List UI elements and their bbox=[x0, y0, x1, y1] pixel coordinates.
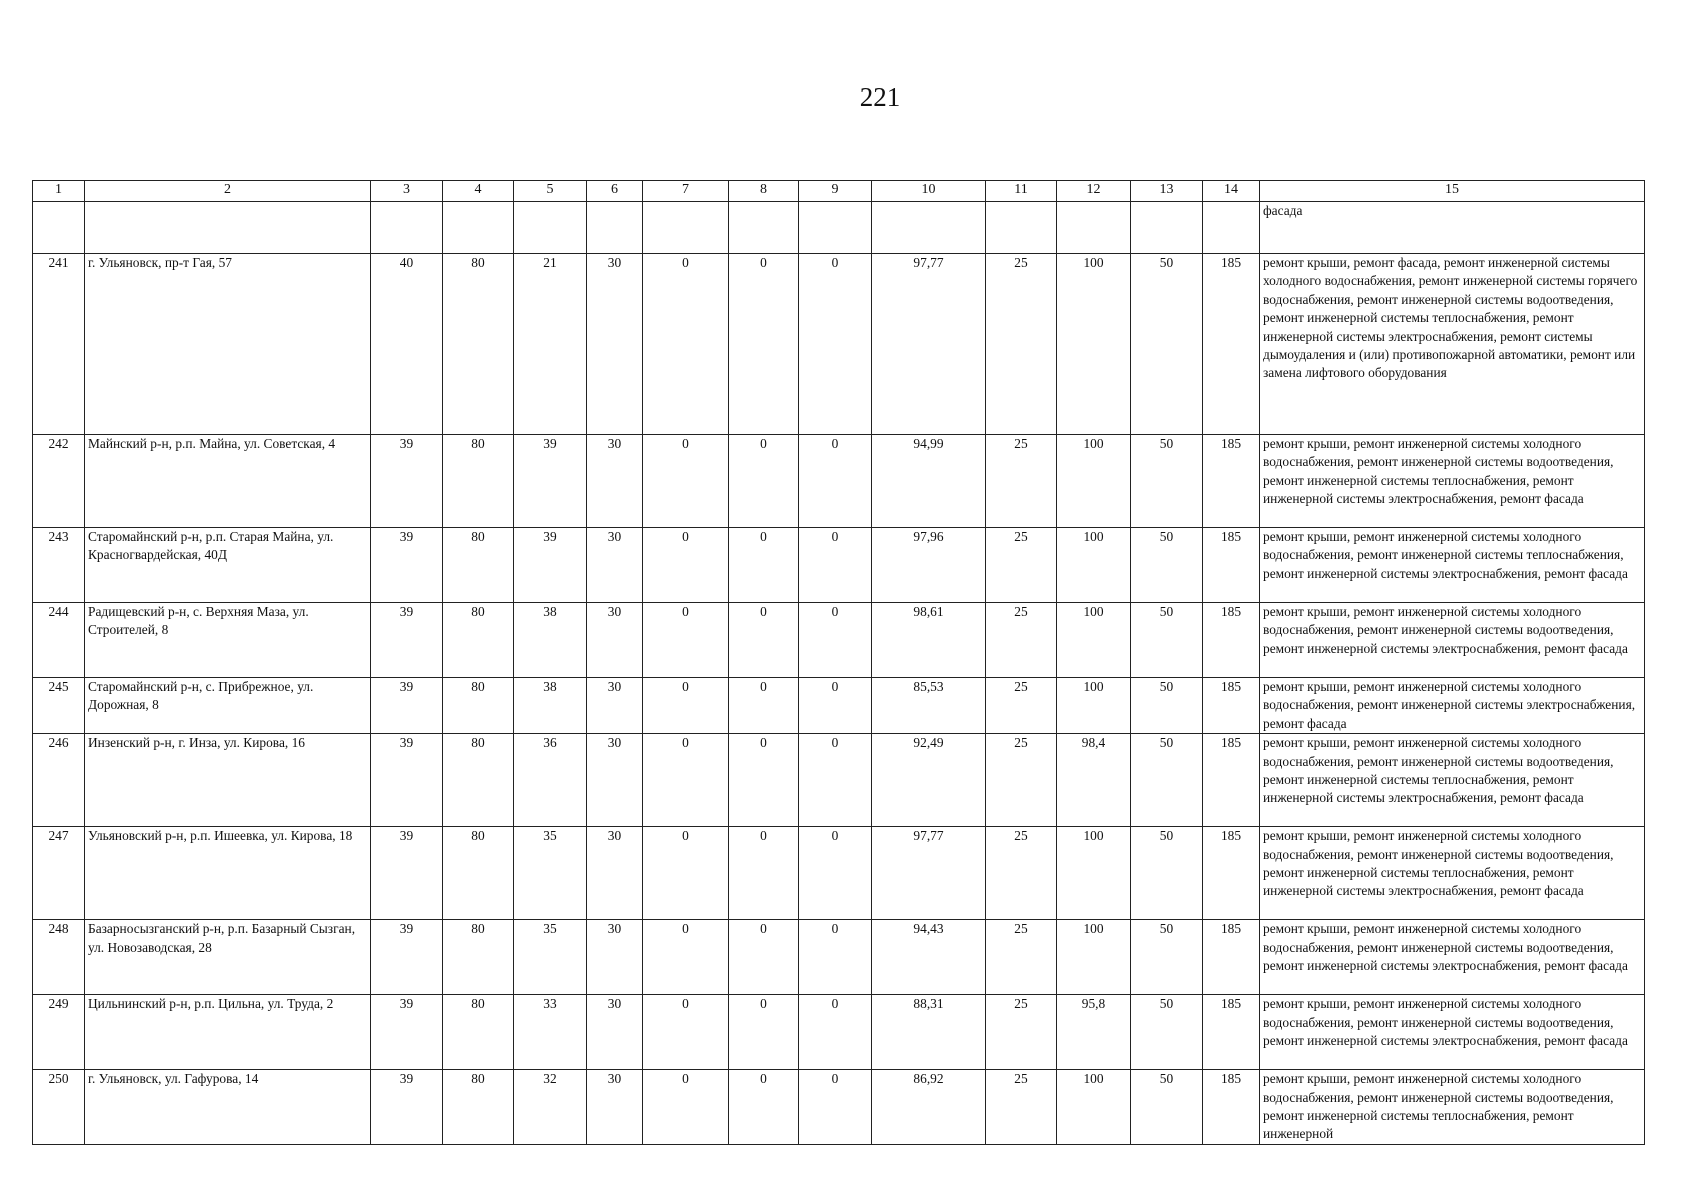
column-number: 14 bbox=[1203, 181, 1260, 202]
cell-col5: 39 bbox=[514, 435, 587, 528]
column-number: 15 bbox=[1260, 181, 1645, 202]
cell-col7: 0 bbox=[643, 827, 729, 920]
cell-col6: 30 bbox=[587, 678, 643, 734]
row-number: 246 bbox=[33, 734, 85, 827]
cell-col5: 36 bbox=[514, 734, 587, 827]
cell-col3: 39 bbox=[371, 827, 443, 920]
cell-col5: 39 bbox=[514, 528, 587, 603]
row-number: 247 bbox=[33, 827, 85, 920]
cell-col13: 50 bbox=[1131, 254, 1203, 435]
row-number: 250 bbox=[33, 1070, 85, 1145]
table-row bbox=[33, 435, 1645, 528]
address-cell: Цильнинский р-н, р.п. Цильна, ул. Труда, 2 bbox=[85, 995, 371, 1070]
cell-col11: 25 bbox=[986, 254, 1057, 435]
cell-col6: 30 bbox=[587, 1070, 643, 1145]
cell-col14: 185 bbox=[1203, 435, 1260, 528]
cell-col10: 86,92 bbox=[872, 1070, 986, 1145]
cell-col4: 80 bbox=[443, 254, 514, 435]
works-cell: ремонт крыши, ремонт инженерной системы холодного водоснабжения, ремонт инженерной системы водоотведения, ремонт инженерной системы теплоснабжения, ремонт инженерной системы электроснабжения, ремонт фасада bbox=[1260, 435, 1645, 528]
cell-col3: 39 bbox=[371, 603, 443, 678]
address-cell: Базарносызганский р-н, р.п. Базарный Сызган, ул. Новозаводская, 28 bbox=[85, 920, 371, 995]
cell-col9: 0 bbox=[799, 678, 872, 734]
cell-col13: 50 bbox=[1131, 827, 1203, 920]
cell-col5: 32 bbox=[514, 1070, 587, 1145]
cell-col5: 21 bbox=[514, 254, 587, 435]
cell-col12: 100 bbox=[1057, 435, 1131, 528]
cell-col10: 94,99 bbox=[872, 435, 986, 528]
cell-col4: 80 bbox=[443, 734, 514, 827]
page-number: 221 bbox=[859, 82, 901, 112]
cell-col12: 100 bbox=[1057, 827, 1131, 920]
row-number: 248 bbox=[33, 920, 85, 995]
column-number: 8 bbox=[729, 181, 799, 202]
cell-col10: 85,53 bbox=[872, 678, 986, 734]
address-cell: Старомайнский р-н, р.п. Старая Майна, ул. Красногвардейская, 40Д bbox=[85, 528, 371, 603]
address-cell: Инзенский р-н, г. Инза, ул. Кирова, 16 bbox=[85, 734, 371, 827]
cell-col7: 0 bbox=[643, 254, 729, 435]
cell-col8: 0 bbox=[729, 603, 799, 678]
cell-col14: 185 bbox=[1203, 1070, 1260, 1145]
works-cell: ремонт крыши, ремонт инженерной системы холодного водоснабжения, ремонт инженерной системы электроснабжения, ремонт фасада bbox=[1260, 678, 1645, 734]
cell-col11: 25 bbox=[986, 995, 1057, 1070]
continuation-row bbox=[33, 202, 1645, 254]
cell-col9: 0 bbox=[799, 435, 872, 528]
column-number: 6 bbox=[587, 181, 643, 202]
column-number: 2 bbox=[85, 181, 371, 202]
cell-col5: 38 bbox=[514, 678, 587, 734]
cell-col6: 30 bbox=[587, 995, 643, 1070]
table-row bbox=[33, 603, 1645, 678]
cell-col13: 50 bbox=[1131, 528, 1203, 603]
cell-col10: 88,31 bbox=[872, 995, 986, 1070]
cell-col4: 80 bbox=[443, 920, 514, 995]
cell-col11: 25 bbox=[986, 435, 1057, 528]
cell-col5: 33 bbox=[514, 995, 587, 1070]
works-cell: фасада bbox=[1260, 202, 1645, 254]
column-number: 11 bbox=[986, 181, 1057, 202]
cell-col12: 98,4 bbox=[1057, 734, 1131, 827]
works-cell: ремонт крыши, ремонт инженерной системы холодного водоснабжения, ремонт инженерной системы водоотведения, ремонт инженерной системы теплоснабжения, ремонт инженерной системы электроснабжения, ремонт фасада bbox=[1260, 734, 1645, 827]
table-row bbox=[33, 678, 1645, 734]
cell-col13: 50 bbox=[1131, 435, 1203, 528]
cell-col9: 0 bbox=[799, 920, 872, 995]
table-row bbox=[33, 254, 1645, 435]
column-number: 1 bbox=[33, 181, 85, 202]
cell-col3: 39 bbox=[371, 435, 443, 528]
cell-col11: 25 bbox=[986, 678, 1057, 734]
cell-col9: 0 bbox=[799, 603, 872, 678]
cell-col14: 185 bbox=[1203, 678, 1260, 734]
cell-col4: 80 bbox=[443, 528, 514, 603]
cell-col7: 0 bbox=[643, 435, 729, 528]
cell-col7: 0 bbox=[643, 678, 729, 734]
cell-col5: 35 bbox=[514, 827, 587, 920]
address-cell: Радищевский р-н, с. Верхняя Маза, ул. Строителей, 8 bbox=[85, 603, 371, 678]
cell-col8: 0 bbox=[729, 528, 799, 603]
works-cell: ремонт крыши, ремонт инженерной системы холодного водоснабжения, ремонт инженерной системы водоотведения, ремонт инженерной системы теплоснабжения, ремонт инженерной системы электроснабжения, ремонт фасада bbox=[1260, 827, 1645, 920]
cell-col9: 0 bbox=[799, 1070, 872, 1145]
cell-col4: 80 bbox=[443, 1070, 514, 1145]
works-cell: ремонт крыши, ремонт инженерной системы холодного водоснабжения, ремонт инженерной системы теплоснабжения, ремонт инженерной системы электроснабжения, ремонт фасада bbox=[1260, 528, 1645, 603]
cell-col9: 0 bbox=[799, 254, 872, 435]
cell-col9: 0 bbox=[799, 734, 872, 827]
table-row bbox=[33, 1070, 1645, 1145]
cell-col12: 100 bbox=[1057, 678, 1131, 734]
cell-col7: 0 bbox=[643, 920, 729, 995]
cell-col7: 0 bbox=[643, 603, 729, 678]
cell-col6: 30 bbox=[587, 734, 643, 827]
address-cell: Ульяновский р-н, р.п. Ишеевка, ул. Кирова, 18 bbox=[85, 827, 371, 920]
cell-col12: 100 bbox=[1057, 920, 1131, 995]
column-number: 10 bbox=[872, 181, 986, 202]
works-cell: ремонт крыши, ремонт инженерной системы холодного водоснабжения, ремонт инженерной системы водоотведения, ремонт инженерной системы электроснабжения, ремонт фасада bbox=[1260, 920, 1645, 995]
cell-col14: 185 bbox=[1203, 827, 1260, 920]
cell-col4: 80 bbox=[443, 995, 514, 1070]
cell-col12: 100 bbox=[1057, 254, 1131, 435]
cell-col12: 100 bbox=[1057, 1070, 1131, 1145]
cell-col7: 0 bbox=[643, 995, 729, 1070]
cell-col11: 25 bbox=[986, 603, 1057, 678]
cell-col14: 185 bbox=[1203, 995, 1260, 1070]
cell-col10: 98,61 bbox=[872, 603, 986, 678]
cell-col10: 94,43 bbox=[872, 920, 986, 995]
cell-col8: 0 bbox=[729, 920, 799, 995]
table-row bbox=[33, 734, 1645, 827]
cell-col10: 97,96 bbox=[872, 528, 986, 603]
cell-col6: 30 bbox=[587, 254, 643, 435]
cell-col6: 30 bbox=[587, 603, 643, 678]
cell-col3: 39 bbox=[371, 1070, 443, 1145]
column-number: 5 bbox=[514, 181, 587, 202]
address-cell: Старомайнский р-н, с. Прибрежное, ул. Дорожная, 8 bbox=[85, 678, 371, 734]
works-cell: ремонт крыши, ремонт инженерной системы холодного водоснабжения, ремонт инженерной системы водоотведения, ремонт инженерной системы теплоснабжения, ремонт инженерной bbox=[1260, 1070, 1645, 1145]
address-cell: г. Ульяновск, пр-т Гая, 57 bbox=[85, 254, 371, 435]
column-number: 7 bbox=[643, 181, 729, 202]
row-number: 244 bbox=[33, 603, 85, 678]
cell-col5: 38 bbox=[514, 603, 587, 678]
works-cell: ремонт крыши, ремонт фасада, ремонт инженерной системы холодного водоснабжения, ремонт инженерной системы горячего водоснабжения, ремонт инженерной системы водоотведения, ремонт инженерной системы теплоснабжения, ремонт инженерной системы электроснабжения, ремонт системы дымоудаления и (или) противопожарной автоматики, ремонт или замена лифтового оборудования bbox=[1260, 254, 1645, 435]
address-cell: г. Ульяновск, ул. Гафурова, 14 bbox=[85, 1070, 371, 1145]
cell-col13: 50 bbox=[1131, 995, 1203, 1070]
cell-col8: 0 bbox=[729, 254, 799, 435]
row-number: 249 bbox=[33, 995, 85, 1070]
cell-col3: 39 bbox=[371, 528, 443, 603]
cell-col8: 0 bbox=[729, 435, 799, 528]
cell-col4: 80 bbox=[443, 678, 514, 734]
row-number: 243 bbox=[33, 528, 85, 603]
cell-col12: 100 bbox=[1057, 528, 1131, 603]
cell-col9: 0 bbox=[799, 827, 872, 920]
cell-col7: 0 bbox=[643, 528, 729, 603]
cell-col13: 50 bbox=[1131, 734, 1203, 827]
column-numbers-row bbox=[33, 181, 1645, 202]
column-number: 4 bbox=[443, 181, 514, 202]
cell-col8: 0 bbox=[729, 827, 799, 920]
row-number: 245 bbox=[33, 678, 85, 734]
cell-col11: 25 bbox=[986, 734, 1057, 827]
cell-col10: 97,77 bbox=[872, 254, 986, 435]
cell-col4: 80 bbox=[443, 827, 514, 920]
cell-col5: 35 bbox=[514, 920, 587, 995]
cell-col13: 50 bbox=[1131, 603, 1203, 678]
column-number: 9 bbox=[799, 181, 872, 202]
cell-col10: 97,77 bbox=[872, 827, 986, 920]
cell-col9: 0 bbox=[799, 995, 872, 1070]
cell-col14: 185 bbox=[1203, 603, 1260, 678]
cell-col3: 39 bbox=[371, 734, 443, 827]
cell-col11: 25 bbox=[986, 827, 1057, 920]
cell-col14: 185 bbox=[1203, 528, 1260, 603]
cell-col8: 0 bbox=[729, 678, 799, 734]
cell-col3: 39 bbox=[371, 678, 443, 734]
cell-col4: 80 bbox=[443, 603, 514, 678]
buildings-table bbox=[32, 180, 1645, 1145]
cell-col12: 95,8 bbox=[1057, 995, 1131, 1070]
cell-col13: 50 bbox=[1131, 920, 1203, 995]
cell-col10: 92,49 bbox=[872, 734, 986, 827]
column-number: 3 bbox=[371, 181, 443, 202]
cell-col8: 0 bbox=[729, 995, 799, 1070]
cell-col14: 185 bbox=[1203, 920, 1260, 995]
table-row bbox=[33, 528, 1645, 603]
cell-col11: 25 bbox=[986, 1070, 1057, 1145]
cell-col7: 0 bbox=[643, 734, 729, 827]
table-row bbox=[33, 920, 1645, 995]
works-cell: ремонт крыши, ремонт инженерной системы холодного водоснабжения, ремонт инженерной системы водоотведения, ремонт инженерной системы электроснабжения, ремонт фасада bbox=[1260, 995, 1645, 1070]
cell-col6: 30 bbox=[587, 827, 643, 920]
cell-col11: 25 bbox=[986, 528, 1057, 603]
cell-col4: 80 bbox=[443, 435, 514, 528]
cell-col3: 39 bbox=[371, 920, 443, 995]
cell-col9: 0 bbox=[799, 528, 872, 603]
cell-col6: 30 bbox=[587, 920, 643, 995]
cell-col3: 40 bbox=[371, 254, 443, 435]
row-number: 241 bbox=[33, 254, 85, 435]
cell-col12: 100 bbox=[1057, 603, 1131, 678]
cell-col7: 0 bbox=[643, 1070, 729, 1145]
cell-col13: 50 bbox=[1131, 1070, 1203, 1145]
cell-col6: 30 bbox=[587, 435, 643, 528]
table-row bbox=[33, 827, 1645, 920]
cell-col3: 39 bbox=[371, 995, 443, 1070]
cell-col8: 0 bbox=[729, 734, 799, 827]
cell-col6: 30 bbox=[587, 528, 643, 603]
table-row bbox=[33, 995, 1645, 1070]
cell-col14: 185 bbox=[1203, 734, 1260, 827]
cell-col11: 25 bbox=[986, 920, 1057, 995]
cell-col8: 0 bbox=[729, 1070, 799, 1145]
cell-col14: 185 bbox=[1203, 254, 1260, 435]
column-number: 13 bbox=[1131, 181, 1203, 202]
column-number: 12 bbox=[1057, 181, 1131, 202]
cell-col13: 50 bbox=[1131, 678, 1203, 734]
works-cell: ремонт крыши, ремонт инженерной системы холодного водоснабжения, ремонт инженерной системы водоотведения, ремонт инженерной системы электроснабжения, ремонт фасада bbox=[1260, 603, 1645, 678]
row-number: 242 bbox=[33, 435, 85, 528]
address-cell: Майнский р-н, р.п. Майна, ул. Советская, 4 bbox=[85, 435, 371, 528]
